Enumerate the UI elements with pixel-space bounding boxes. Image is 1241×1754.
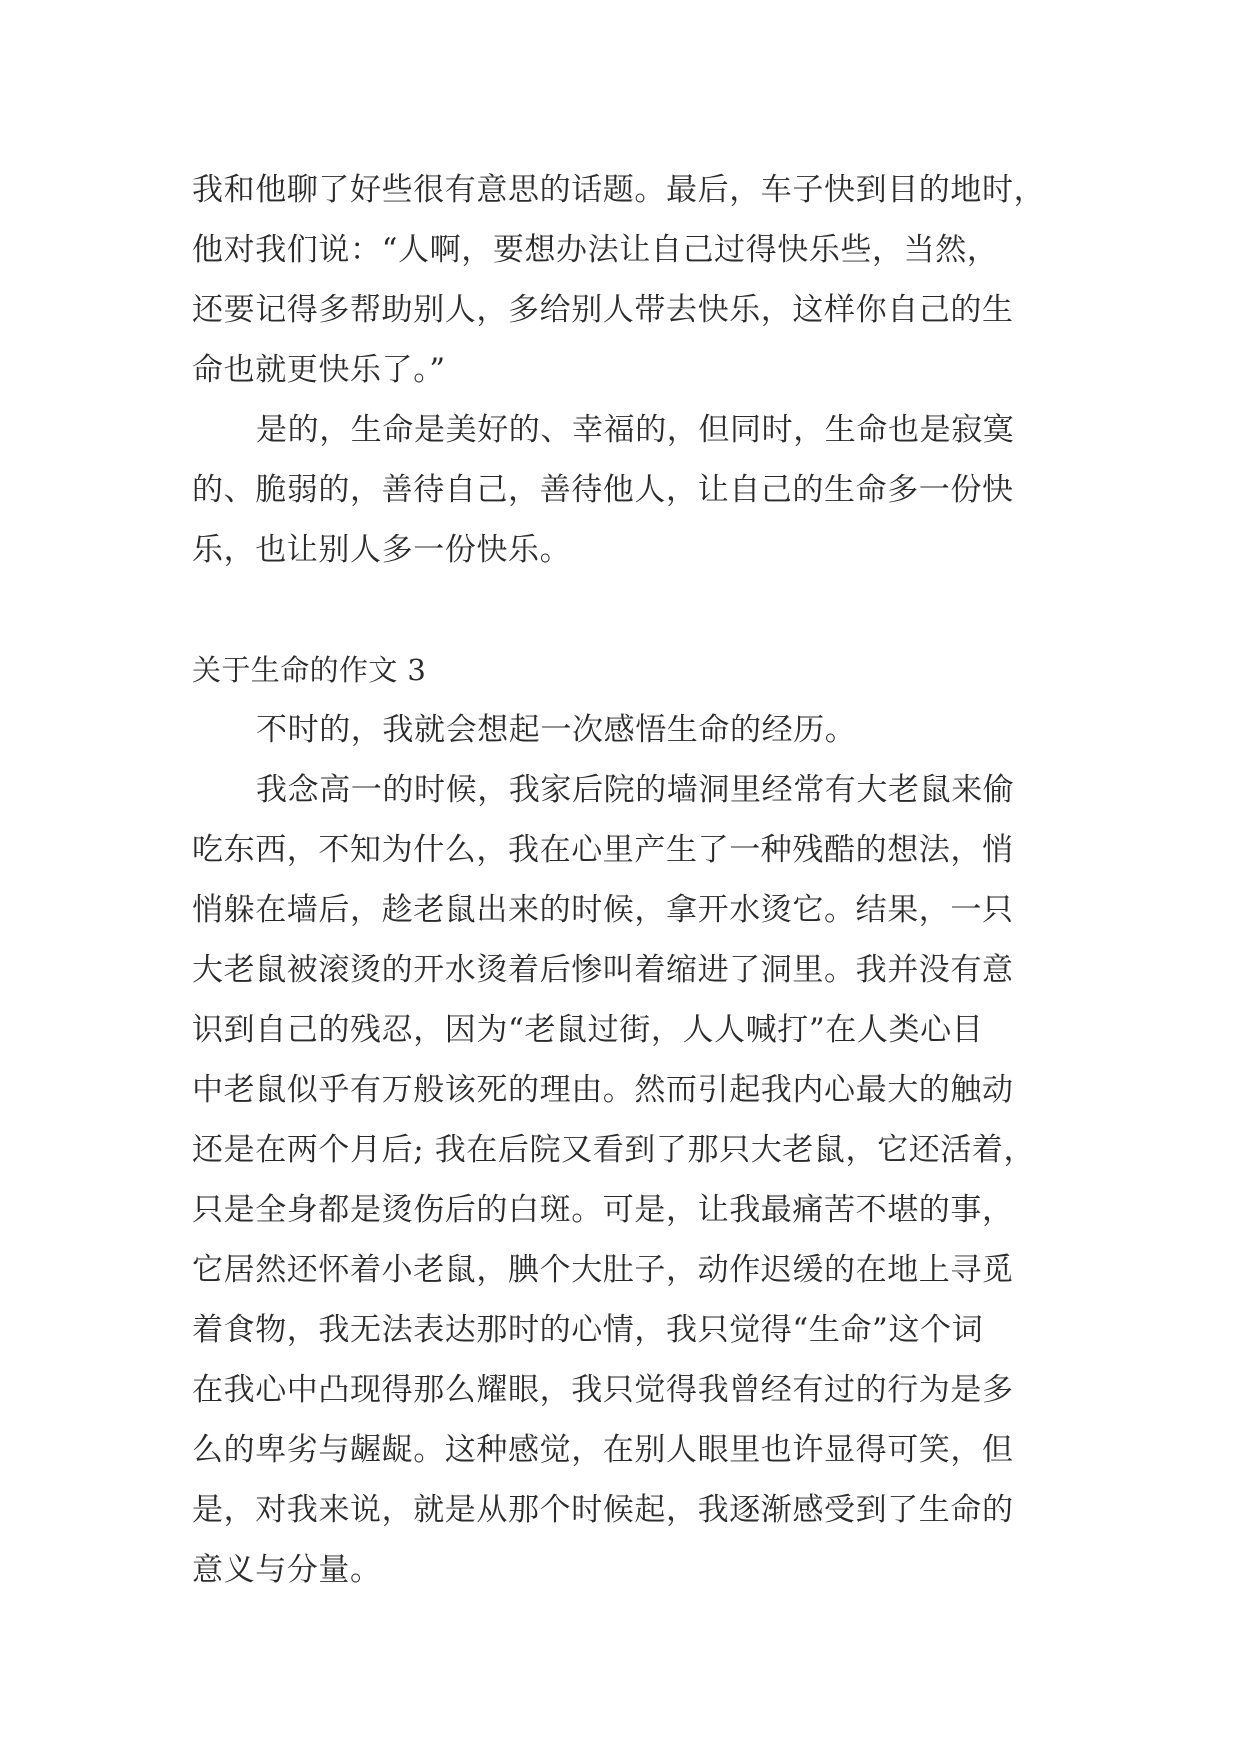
paragraph-line: 吃东西，不知为什么，我在心里产生了一种残酷的想法，悄: [192, 832, 1014, 868]
paragraph-line: 还要记得多帮助别人，多给别人带去快乐，这样你自己的生: [192, 292, 1014, 328]
text-column: [192, 160, 1072, 1600]
paragraph-line: 着食物，我无法表达那时的心情，我只觉得“生命”这个词: [192, 1312, 984, 1348]
paragraph-line: 在我心中凸现得那么耀眼，我只觉得我曾经有过的行为是多: [192, 1372, 1014, 1408]
paragraph-line: 我和他聊了好些很有意思的话题。最后，车子快到目的地时，: [192, 172, 1046, 208]
paragraph-line: 的、脆弱的，善待自己，善待他人，让自己的生命多一份快: [192, 472, 1014, 508]
paragraph-line: 乐，也让别人多一份快乐。: [192, 532, 572, 568]
paragraph-line: 我念高一的时候，我家后院的墙洞里经常有大老鼠来偷: [256, 772, 1015, 808]
section-spacer: [192, 580, 1072, 640]
paragraph-3: [192, 700, 1072, 760]
paragraph-4: [192, 760, 1072, 1600]
paragraph-line: 不时的，我就会想起一次感悟生命的经历。: [256, 712, 857, 748]
section-title: 关于生命的作文 3: [192, 653, 427, 687]
paragraph-line: 命也就更快乐了。”: [192, 352, 446, 388]
paragraph-line: 悄躲在墙后，趁老鼠出来的时候，拿开水烫它。结果，一只: [192, 892, 1014, 928]
paragraph-line: 还是在两个月后; 我在后院又看到了那只大老鼠，它还活着，: [192, 1132, 1036, 1168]
paragraph-line: 是的，生命是美好的、幸福的，但同时，生命也是寂寞: [256, 412, 1015, 448]
paragraph-line: 他对我们说：“人啊，要想办法让自己过得快乐些，当然，: [192, 232, 999, 268]
paragraph-line: 中老鼠似乎有万般该死的理由。然而引起我内心最大的触动: [192, 1072, 1014, 1108]
paragraph-line: 是，对我来说，就是从那个时候起，我逐渐感受到了生命的: [192, 1492, 1014, 1528]
paragraph-line: 意义与分量。: [192, 1552, 382, 1588]
paragraph-line: 只是全身都是烫伤后的白斑。可是，让我最痛苦不堪的事，: [192, 1192, 1014, 1228]
paragraph-line: 它居然还怀着小老鼠，腆个大肚子，动作迟缓的在地上寻觅: [192, 1252, 1014, 1288]
paragraph-line: 识到自己的残忍，因为“老鼠过街，人人喊打”在人类心目: [192, 1012, 984, 1048]
paragraph-2: [192, 400, 1072, 580]
paragraph-line: 么的卑劣与龌龊。这种感觉，在别人眼里也许显得可笑，但: [192, 1432, 1014, 1468]
paragraph-1: [192, 160, 1072, 400]
paragraph-line: 大老鼠被滚烫的开水烫着后惨叫着缩进了洞里。我并没有意: [192, 952, 1014, 988]
